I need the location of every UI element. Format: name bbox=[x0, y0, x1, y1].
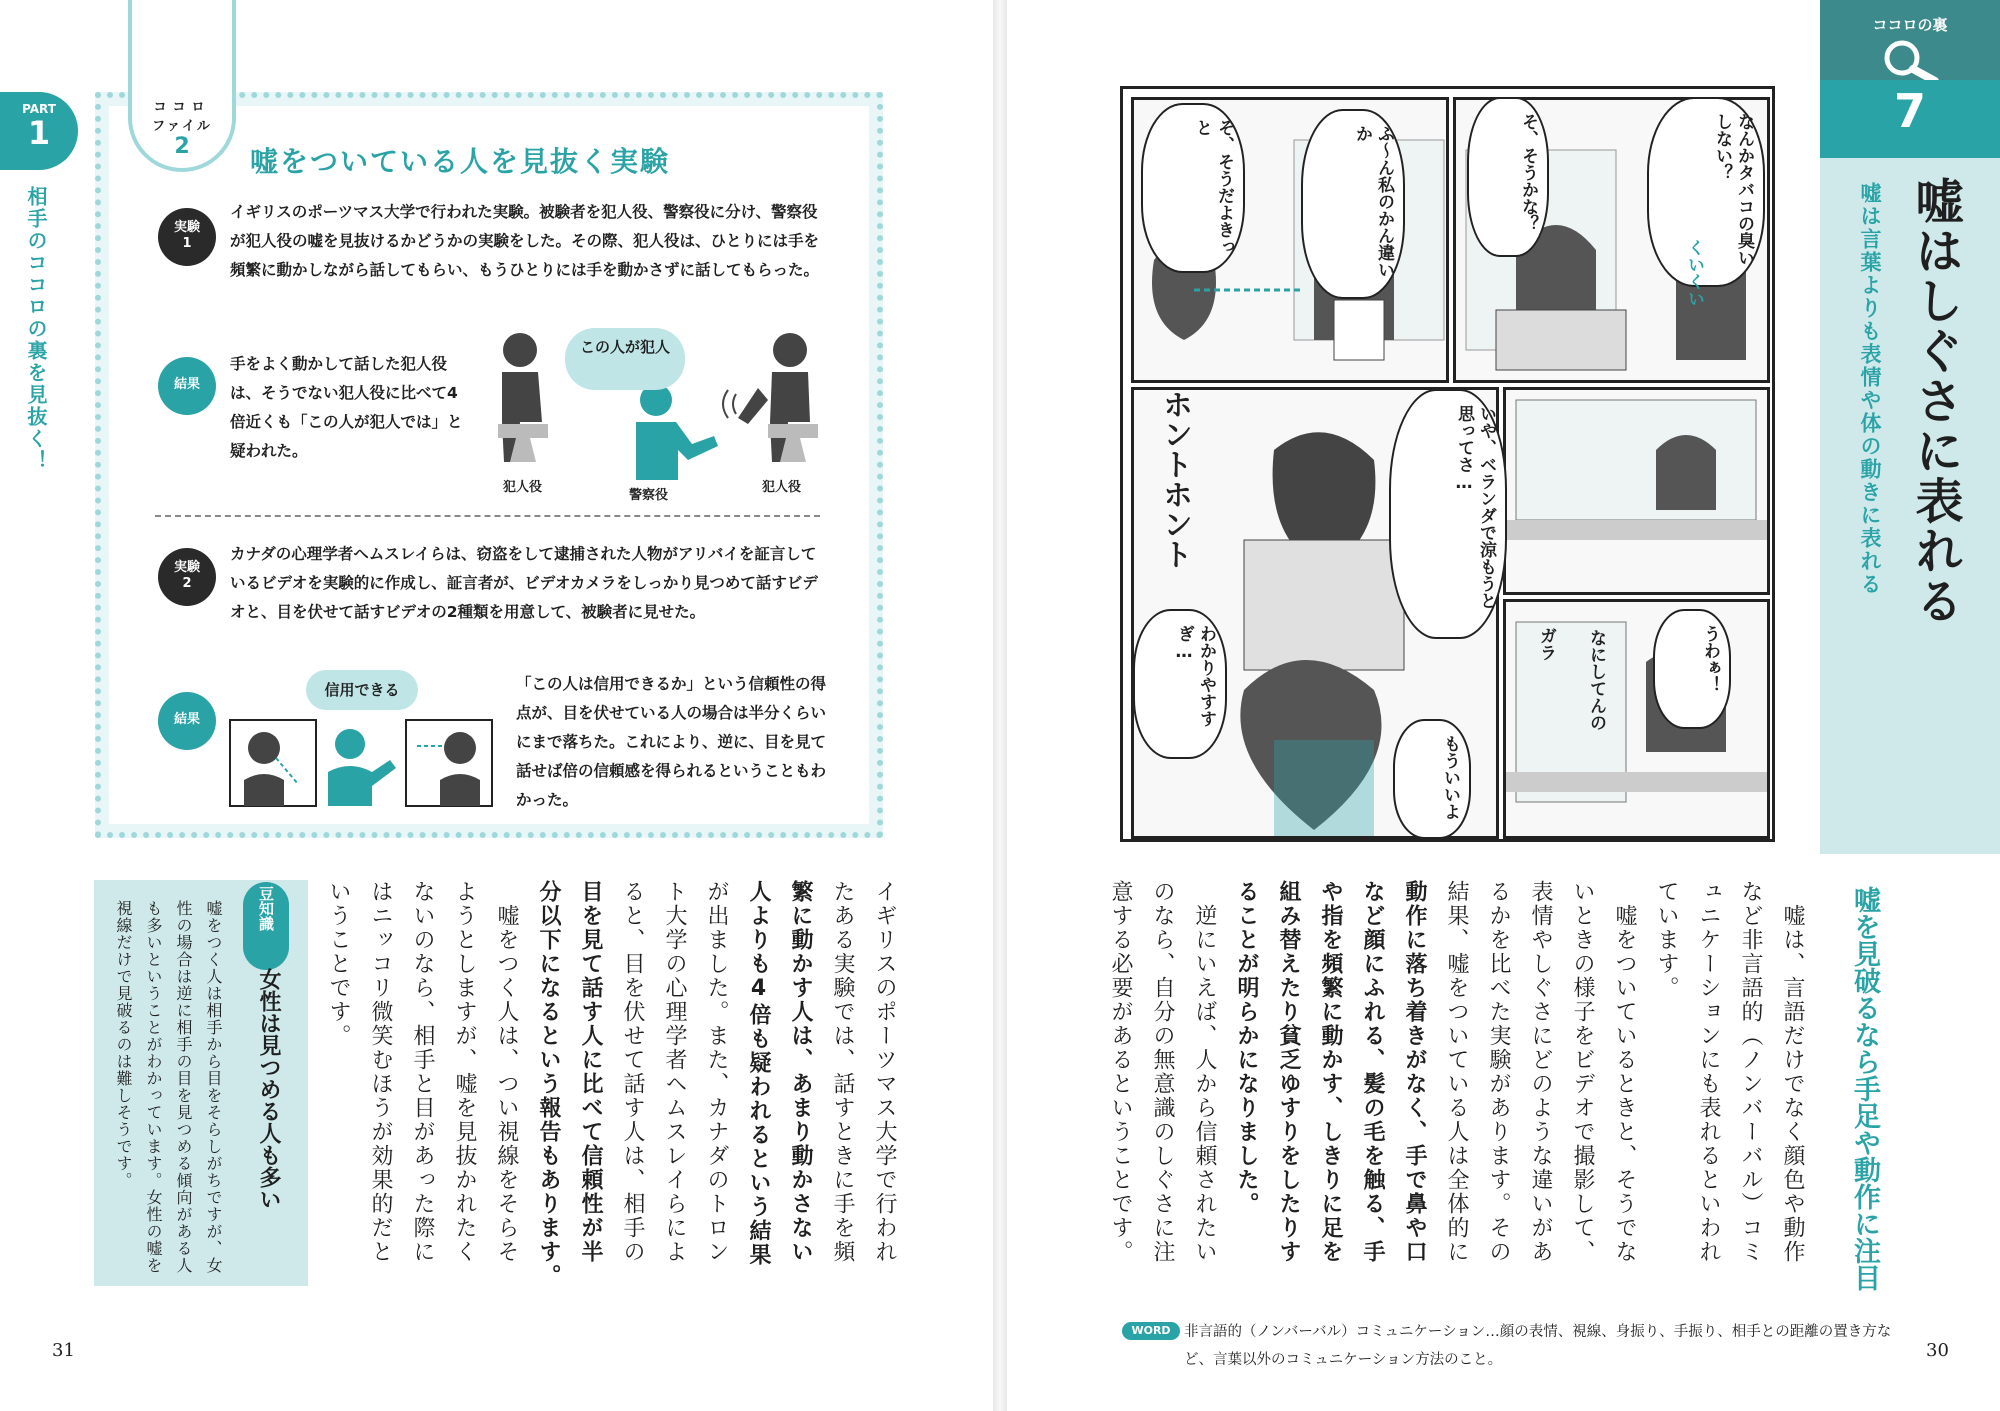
experiment2-illustration bbox=[228, 718, 498, 810]
body-column: いうことです。 bbox=[326, 880, 351, 1048]
body-column: や指を頻繁に動かす、しきりに足を bbox=[1318, 880, 1343, 1264]
body-column: 人よりも4倍も疑われるという結果 bbox=[746, 880, 771, 1267]
body-column: ュニケーションにも表れるといわれ bbox=[1696, 880, 1721, 1264]
body-column: など顔にふれる、髪の毛を触る、手 bbox=[1360, 880, 1385, 1264]
speech-bubble-trust: 信用できる bbox=[306, 670, 418, 710]
sfx-honto: ホントホント bbox=[1157, 389, 1192, 569]
magnifier-icon bbox=[1880, 38, 1942, 84]
part-label: PART bbox=[22, 102, 56, 116]
word-icon: WORD bbox=[1122, 1322, 1180, 1340]
panel4-art bbox=[1506, 390, 1767, 592]
chapter-number: 7 bbox=[1893, 84, 1926, 138]
body-column: ようとしますが、嘘を見抜かれたく bbox=[452, 880, 477, 1264]
suspect-figure-2 bbox=[723, 333, 818, 462]
body-column: 嘘は、言語だけでなく顔色や動作 bbox=[1780, 880, 1805, 1264]
speech-bubble-4: そ、そうだよきっと bbox=[1141, 103, 1245, 273]
body-column: 表情やしぐさにどのような違いがあ bbox=[1528, 880, 1553, 1264]
body-column: イギリスのポーツマス大学で行われ bbox=[872, 880, 897, 1264]
manga bbox=[1120, 86, 1775, 842]
file-tag-line1: ココロ bbox=[153, 100, 211, 115]
body-column: 動作に落ち着きがなく、手で鼻や口 bbox=[1402, 880, 1427, 1264]
suspect-figure-1 bbox=[498, 333, 548, 462]
mame-badge bbox=[243, 882, 289, 970]
body-column: 分以下になるという報告もあります。 bbox=[536, 880, 561, 1288]
body-column: など非言語的（ノンバーバル）コミ bbox=[1738, 880, 1763, 1264]
mame-text: 嘘をつく人は相手から目をそらしがちですが、女性の場合は逆に相手の目を見つめる傾向がある人も多いということがわかっています。女性の嘘を視線だけで見破るのは難しそうです。 bbox=[114, 900, 223, 1274]
experiment1-result-badge: 結果 bbox=[158, 357, 216, 415]
page-number-right: 30 bbox=[1926, 1340, 1949, 1361]
kokoro-label: ココロの裏 bbox=[1872, 16, 1948, 34]
body-column: 嘘をついているときと、そうでな bbox=[1612, 880, 1637, 1264]
body-column: 結果、嘘をついている人は全体的に bbox=[1444, 880, 1469, 1264]
sfx-gara: ガラ bbox=[1536, 627, 1556, 661]
body-column: ています。 bbox=[1654, 880, 1679, 1000]
body-column: はニッコリ微笑むほうが効果的だと bbox=[368, 880, 393, 1264]
body-column: るかを比べた実験があります。その bbox=[1486, 880, 1511, 1264]
experiment2-result-text: 「この人は信用できるか」という信頼性の得点が、目を伏せている人の場合は半分くらいにまで落ちた。これにより、逆に、目を見て話せば倍の信頼感を得られるということもわかった。 bbox=[516, 675, 827, 809]
chapter-title: 嘘はしぐさに表れる bbox=[1907, 176, 1963, 626]
experiment2-badge: 実験 2 bbox=[158, 548, 216, 606]
sfx-kuikui: くいくい bbox=[1684, 239, 1704, 307]
speech-bubble-suspect: この人が犯人 bbox=[565, 328, 685, 390]
mame-badge-label: 豆知識 bbox=[257, 886, 275, 931]
body-column: が出ました。また、カナダのトロン bbox=[704, 880, 729, 1264]
experiment2-result-badge: 結果 bbox=[158, 692, 216, 750]
kokoro-file-tag bbox=[128, 0, 236, 172]
label-police: 警察役 bbox=[629, 488, 669, 503]
manga-panel-4 bbox=[1503, 387, 1770, 595]
label-suspect-2: 犯人役 bbox=[762, 480, 802, 495]
speech-bubble-3: ふ〜ん私のかん違いか bbox=[1301, 109, 1405, 299]
body-column: ることが明らかになりました。 bbox=[1234, 880, 1259, 1216]
experiment2-text: カナダの心理学者ヘムスレイらは、窃盗をして逮捕された人物がアリバイを証言しているビデオを実験的に作成し、証言者が、ビデオカメラをしっかり見つめて話すビデオと、目を伏せて話すビデオの2種類を用意して、被験者に見せた。 bbox=[230, 545, 818, 621]
speech-bubble-7: もういいよ bbox=[1393, 719, 1471, 839]
speech-bubble-5: いや、ベランダで涼もうと思ってさ… bbox=[1389, 389, 1507, 639]
speech-bubble-6: わかりやすすぎ… bbox=[1133, 609, 1227, 759]
speech-bubble-1: なんかタバコの臭いしない？ bbox=[1647, 97, 1765, 287]
experiment1-text: イギリスのポーツマス大学で行われた実験。被験者を犯人役、警察役に分け、警察役が犯人役の嘘を見抜けるかどうかの実験をした。その際、犯人役は、ひとりには手を頻繁に動かしながら話してもらい、もうひとりには手を動かさずに話してもらった。 bbox=[230, 203, 820, 279]
body-column: ないのなら、相手と目があった際に bbox=[410, 880, 435, 1264]
part-tab bbox=[0, 92, 78, 170]
file-tag-number: 2 bbox=[174, 134, 190, 159]
body-column: 目を見て話す人に比べて信頼性が半 bbox=[578, 880, 603, 1264]
body-column: ると、目を伏せて話す人は、相手の bbox=[620, 880, 645, 1264]
speech-bubble-2: そ、そうかな？ bbox=[1467, 97, 1549, 257]
part-title: 相手のココロの裏を見抜く！ bbox=[24, 186, 48, 472]
experiment1-badge: 実験 1 bbox=[158, 208, 216, 266]
mame-title: 女性は見つめる人も多い bbox=[256, 968, 281, 1210]
body-column: 意する必要があるということです。 bbox=[1108, 880, 1133, 1264]
experiment1-result-text: 手をよく動かして話した犯人役は、そうでない犯人役に比べて4倍近くも「この人が犯人では」と疑われた。 bbox=[230, 355, 463, 460]
body-column: 組み替えたり貧乏ゆすりをしたりす bbox=[1276, 880, 1301, 1264]
section-heading: 嘘を見破るなら手足や動作に注目 bbox=[1849, 886, 1880, 1291]
body-column: 繁に動かす人は、あまり動かさない bbox=[788, 880, 813, 1264]
body-column: いときの様子をビデオで撮影して、 bbox=[1570, 880, 1595, 1264]
police-figure bbox=[636, 384, 718, 480]
file-tag-line2: ファイル bbox=[152, 119, 212, 134]
body-column: たある実験では、話すときに手を頻 bbox=[830, 880, 855, 1264]
part-number: 1 bbox=[27, 114, 51, 152]
page-number-left: 31 bbox=[52, 1340, 75, 1361]
body-column: 逆にいえば、人から信頼されたい bbox=[1192, 880, 1217, 1264]
sfx-nanishiten: なにしてんの bbox=[1586, 629, 1606, 731]
body-column: ト大学の心理学者ヘムスレイらによ bbox=[662, 880, 687, 1264]
speech-bubble-8: うわぁ！ bbox=[1653, 609, 1731, 729]
body-column: 嘘をつく人は、つい視線をそらそ bbox=[494, 880, 519, 1264]
word-note: 非言語的（ノンバーバル）コミュニケーション…顔の表情、視線、身振り、手振り、相手との距離の置き方など、言葉以外のコミュニケーション方法のこと。 bbox=[1184, 1324, 1892, 1368]
label-suspect-1: 犯人役 bbox=[503, 480, 543, 495]
book-spine bbox=[993, 0, 1007, 1411]
chapter-subtitle: 嘘は言葉よりも表情や体の動きに表れる bbox=[1858, 182, 1882, 596]
body-column: のなら、自分の無意識のしぐさに注 bbox=[1150, 880, 1175, 1264]
divider bbox=[155, 515, 820, 517]
file-title: 嘘をついている人を見抜く実験 bbox=[250, 145, 671, 178]
chapter-number-box bbox=[1820, 80, 2000, 158]
